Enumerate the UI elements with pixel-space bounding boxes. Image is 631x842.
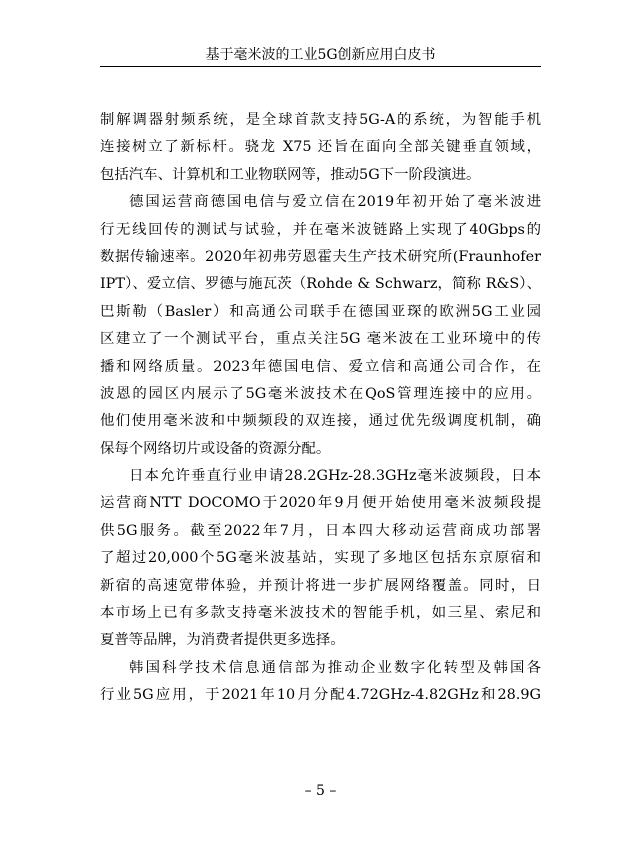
text-line: 了超过20,000个5G毫米波基站，实现了多地区包括东京原宿和 xyxy=(100,550,541,567)
paragraph xyxy=(100,107,541,189)
text-line: 播和网络质量。2023年德国电信、爱立信和高通公司合作，在 xyxy=(100,358,541,375)
text-line: 新宿的高速宽带体验，并预计将进一步扩展网络覆盖。同时，日 xyxy=(100,577,541,594)
page-number: – 5 – xyxy=(304,783,337,799)
text-line: 供5G服务。截至2022年7月，日本四大移动运营商成功部署 xyxy=(100,522,541,539)
text-line: 行业5G应用，于2021年10月分配4.72GHz-4.82GHz和28.9G xyxy=(100,687,541,704)
text-line: 运营商NTT DOCOMO于2020年9月便开始使用毫米波频段提 xyxy=(100,495,541,512)
text-line: 本市场上已有多款支持毫米波技术的智能手机，如三星、索尼和 xyxy=(100,605,541,622)
text-line: 包括汽车、计算机和工业物联网等，推动5G下一阶段演进。 xyxy=(100,166,481,183)
body-text xyxy=(100,107,541,710)
paragraph xyxy=(100,189,541,463)
text-line: 制解调器射频系统，是全球首款支持5G-A的系统，为智能手机 xyxy=(100,112,541,128)
text-line: 日本允许垂直行业申请28.2GHz-28.3GHz毫米波频段，日本 xyxy=(129,468,541,485)
text-line: 韩国科学技术信息通信部为推动企业数字化转型及韩国各 xyxy=(129,659,541,676)
text-line: IPT）、爱立信、罗德与施瓦茨（Rohde & Schwarz，简称 R&S）、 xyxy=(100,276,541,293)
text-line: 数据传输速率。2020年初弗劳恩霍夫生产技术研究所(Fraunhofer xyxy=(100,248,541,265)
text-line: 他们使用毫米波和中频频段的双连接，通过优先级调度机制，确 xyxy=(100,413,541,430)
text-line: 保每个网络切片或设备的资源分配。 xyxy=(100,440,331,457)
text-line: 连接树立了新标杆。骁龙 X75 还旨在面向全部关键垂直领域， xyxy=(100,139,541,156)
text-line: 巴斯勒（Basler）和高通公司联手在德国亚琛的欧洲5G工业园 xyxy=(100,303,541,320)
text-line: 德国运营商德国电信与爱立信在2019年初开始了毫米波进 xyxy=(129,194,541,211)
paragraph xyxy=(100,655,541,710)
paragraph xyxy=(100,463,541,655)
running-header: 基于毫米波的工业5G创新应用白皮书 xyxy=(100,44,541,67)
text-line: 区建立了一个测试平台，重点关注5G 毫米波在工业环境中的传 xyxy=(100,331,541,348)
text-line: 波恩的园区内展示了5G毫米波技术在QoS管理连接中的应用。 xyxy=(100,385,541,402)
text-line: 夏普等品牌，为消费者提供更多选择。 xyxy=(100,632,345,649)
text-line: 行无线回传的测试与试验，并在毫米波链路上实现了40Gbps的 xyxy=(100,221,541,238)
